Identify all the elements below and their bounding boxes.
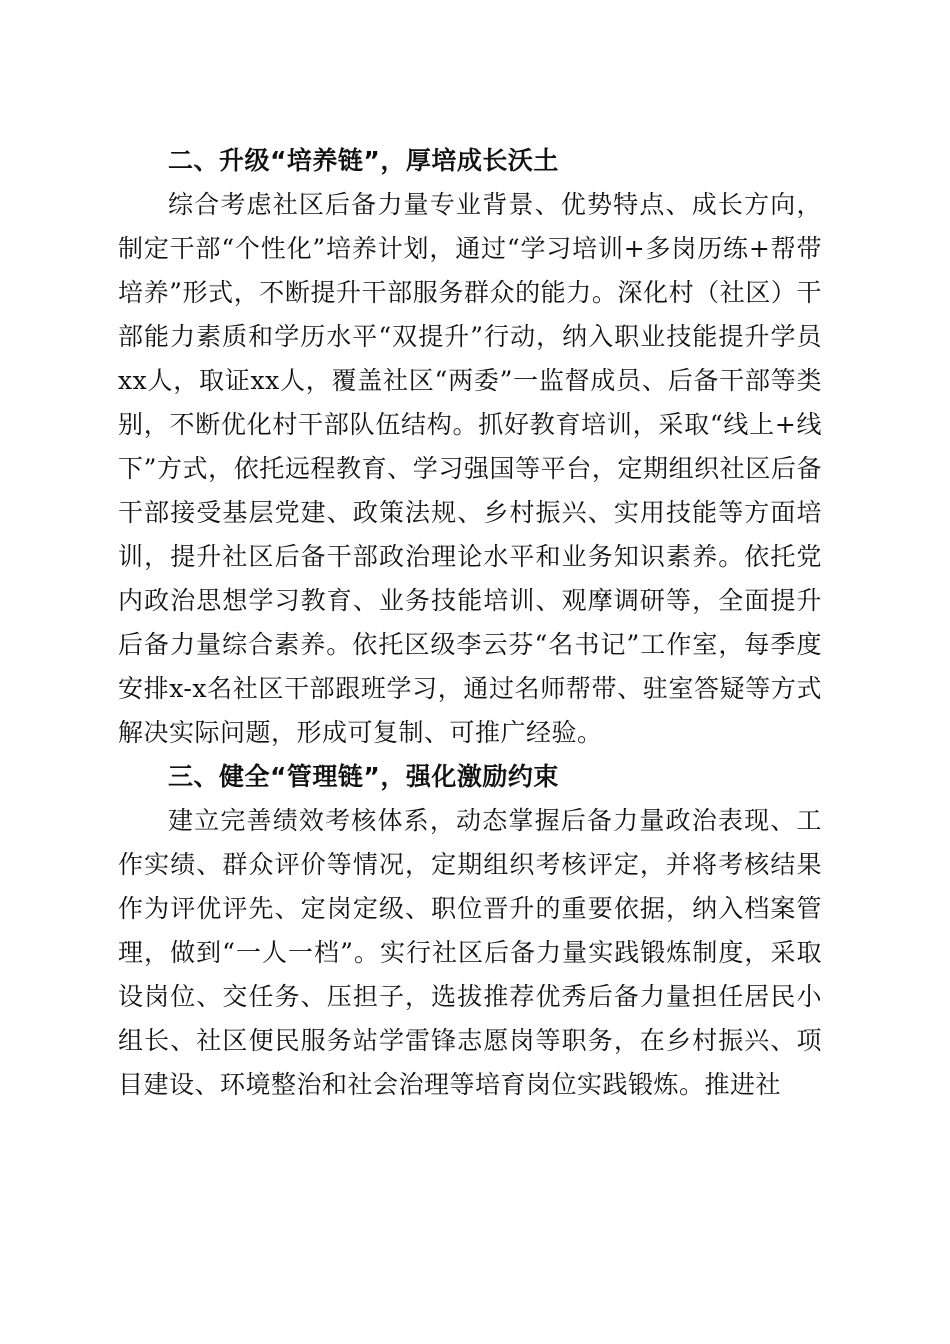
section-heading-training-chain: 二、升级“培养链”，厚培成长沃土 [168,146,559,175]
section-heading-management-chain: 三、健全“管理链”，强化激励约束 [168,762,559,791]
document-body [118,139,822,1107]
section-paragraph-management-chain: 建立完善绩效考核体系，动态掌握后备力量政治表现、工作实绩、群众评价等情况，定期组织考核评定，并将考核结果作为评优评先、定岗定级、职位晋升的重要依据，纳入档案管理，做到“一人一档”。实行社区后备力量实践锻炼制度，采取设岗位、交任务、压担子，选拔推荐优秀后备力量担任居民小组长、社区便民服务站学雷锋志愿岗等职务，在乡村振兴、项目建设、环境整治和社会治理等培育岗位实践锻炼。推进社 [118,806,822,1099]
section-paragraph-training-chain: 综合考虑社区后备力量专业背景、优势特点、成长方向，制定干部“个性化”培养计划，通过“学习培训+多岗历练+帮带培养”形式，不断提升干部服务群众的能力。深化村（社区）干部能力素质和学历水平“双提升”行动，纳入职业技能提升学员xx人，取证xx人，覆盖社区“两委”一监督成员、后备干部等类别，不断优化村干部队伍结构。抓好教育培训，采取“线上+线下”方式，依托远程教育、学习强国等平台，定期组织社区后备干部接受基层党建、政策法规、乡村振兴、实用技能等方面培训，提升社区后备干部政治理论水平和业务知识素养。依托党内政治思想学习教育、业务技能培训、观摩调研等，全面提升后备力量综合素养。依托区级李云芬“名书记”工作室，每季度安排x-x名社区干部跟班学习，通过名师帮带、驻室答疑等方式解决实际问题，形成可复制、可推广经验。 [118,190,822,747]
